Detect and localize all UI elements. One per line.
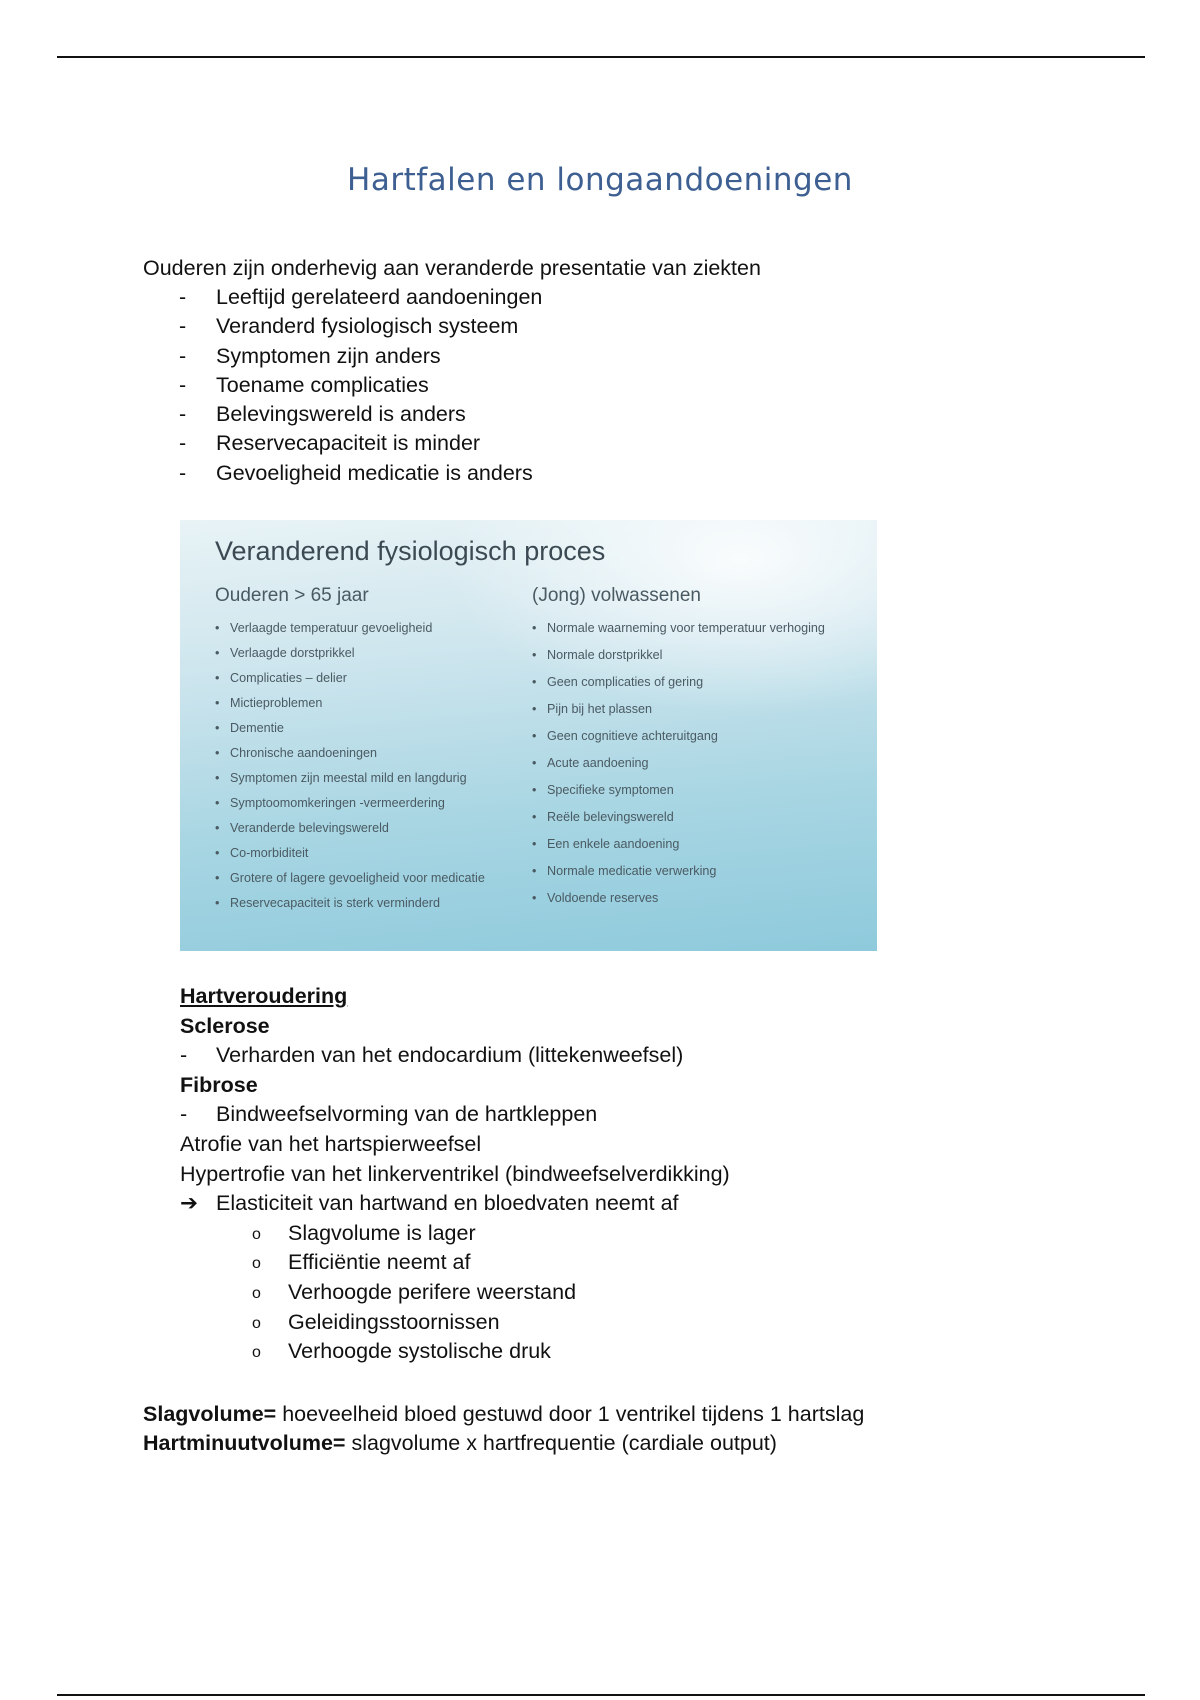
list-item: - Gevoeligheid medicatie is anders xyxy=(179,460,533,485)
definition-hartminuutvolume: Hartminuutvolume= slagvolume x hartfrequentie (cardiale output) xyxy=(143,1431,777,1455)
slide-left-list xyxy=(215,621,515,910)
slide-list-item: • Acute aandoening xyxy=(532,756,649,770)
list-item: - Bindweefselvorming van de hartkleppen xyxy=(180,1102,598,1127)
slide-title: Veranderend fysiologisch proces xyxy=(215,536,606,566)
slide-list-item: • Voldoende reserves xyxy=(532,891,659,905)
footer-rule xyxy=(57,1694,1145,1696)
slide-right-header: (Jong) volwassenen xyxy=(532,585,701,606)
list-item: - Leeftijd gerelateerd aandoeningen xyxy=(179,285,543,309)
intro-heading: Ouderen zijn onderhevig aan veranderde presentatie van ziekten xyxy=(143,256,761,280)
page-title: Hartfalen en longaandoeningen xyxy=(347,162,853,198)
arrow-right-icon: ➔ xyxy=(180,1191,199,1216)
slide-list-item: • Specifieke symptomen xyxy=(532,783,674,797)
fibrose-label: Fibrose xyxy=(180,1072,258,1097)
slide-list-item: • Dementie xyxy=(215,721,284,735)
slide-list-item: • Geen complicaties of gering xyxy=(532,675,704,689)
slide-list-item: • Normale medicatie verwerking xyxy=(532,864,717,878)
heart-aging-section xyxy=(180,982,730,1367)
list-item: o Verhoogde perifere weerstand xyxy=(252,1279,577,1304)
slide-list-item: • Pijn bij het plassen xyxy=(532,702,653,716)
definitions xyxy=(143,1400,864,1458)
list-item: o Verhoogde systolische druk xyxy=(252,1339,551,1364)
slide-image xyxy=(180,520,877,951)
slide-left-header: Ouderen > 65 jaar xyxy=(215,585,369,606)
slide-list-item: • Chronische aandoeningen xyxy=(215,746,378,760)
slide-list-item: • Symptoomomkeringen -vermeerdering xyxy=(215,796,445,810)
list-item: - Belevingswereld is anders xyxy=(179,402,466,427)
slide-right-list xyxy=(532,621,872,905)
arrow-item: ➔ Elasticiteit van hartwand en bloedvaten neemt af xyxy=(180,1189,730,1219)
heart-heading: Hartveroudering xyxy=(180,984,348,1008)
slide-list-item: • Veranderde belevingswereld xyxy=(215,821,389,835)
slide-list-item: • Geen cognitieve achteruitgang xyxy=(532,729,718,743)
slide-list-item: • Co-morbiditeit xyxy=(215,846,309,860)
slide-list-item: • Een enkele aandoening xyxy=(532,837,680,851)
atrofie-line: Atrofie van het hartspierweefsel xyxy=(180,1131,482,1156)
hypertrofie-line: Hypertrofie van het linkerventrikel (bindweefselverdikking) xyxy=(180,1161,730,1186)
list-item: - Veranderd fysiologisch systeem xyxy=(179,314,519,339)
slide-left-column xyxy=(215,585,515,921)
slide-right-column xyxy=(532,585,872,918)
list-item: - Reservecapaciteit is minder xyxy=(179,431,481,456)
slide-list-item: • Normale waarneming voor temperatuur verhoging xyxy=(532,621,825,635)
sclerose-label: Sclerose xyxy=(180,1013,270,1038)
list-item: - Verharden van het endocardium (littekenweefsel) xyxy=(180,1043,684,1068)
list-item: o Efficiëntie neemt af xyxy=(252,1250,471,1275)
slide-list-item: • Reservecapaciteit is sterk verminderd xyxy=(215,896,440,910)
slide-list-item: • Symptomen zijn meestal mild en langdurig xyxy=(215,771,467,785)
list-item: - Symptomen zijn anders xyxy=(179,343,441,368)
slide-list-item: • Grotere of lagere gevoeligheid voor medicatie xyxy=(215,871,485,885)
slide-list-item: • Normale dorstprikkel xyxy=(532,648,663,662)
slide-list-item: • Verlaagde dorstprikkel xyxy=(215,646,355,660)
list-item: - Toename complicaties xyxy=(179,372,429,397)
header-rule xyxy=(57,56,1145,58)
intro-section xyxy=(143,254,761,488)
slide-list-item: • Mictieproblemen xyxy=(215,696,323,710)
intro-list xyxy=(143,283,761,488)
list-item: o Slagvolume is lager xyxy=(252,1220,476,1245)
slide-list-item: • Reële belevingswereld xyxy=(532,810,674,824)
slide-list-item: • Verlaagde temperatuur gevoeligheid xyxy=(215,621,433,635)
slide-list-item: • Complicaties – delier xyxy=(215,671,347,685)
list-item: o Geleidingsstoornissen xyxy=(252,1309,500,1334)
definition-slagvolume: Slagvolume= hoeveelheid bloed gestuwd door 1 ventrikel tijdens 1 hartslag xyxy=(143,1402,865,1426)
